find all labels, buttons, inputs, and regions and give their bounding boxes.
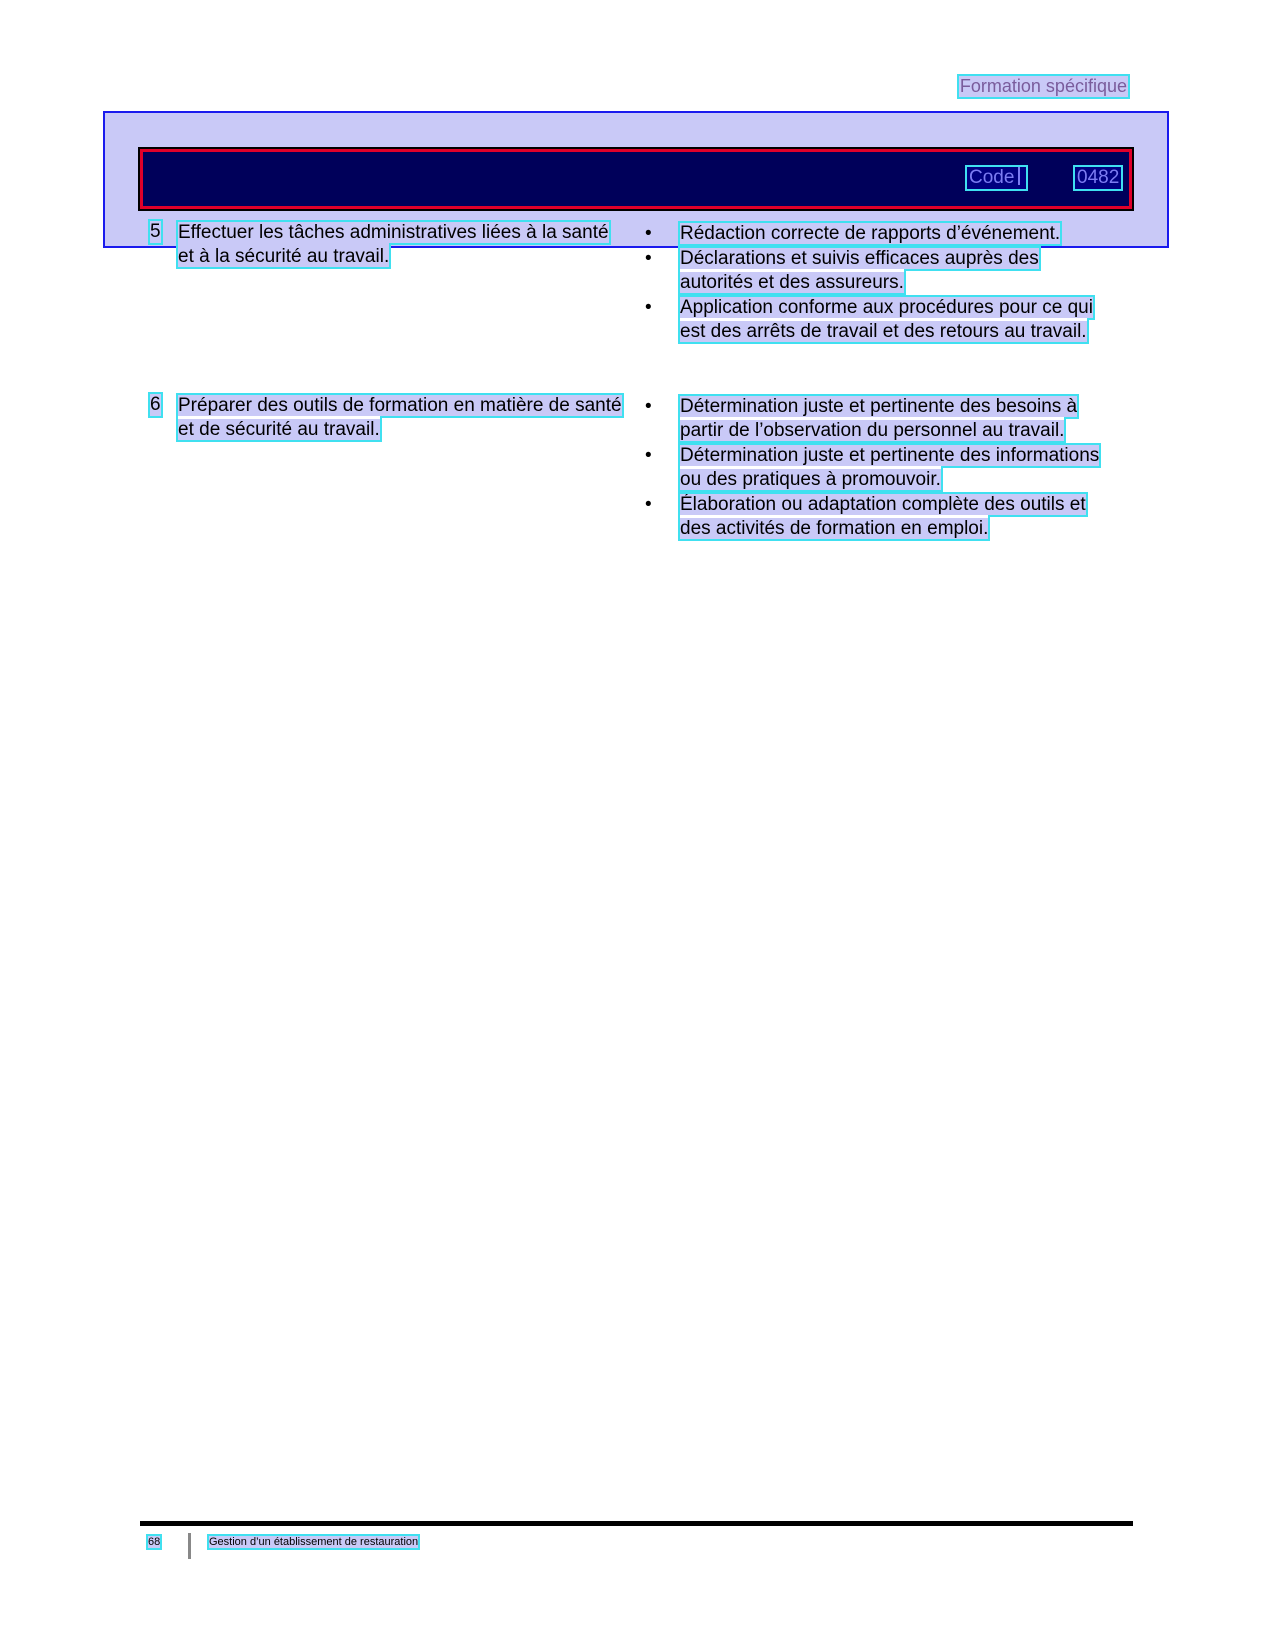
element-statement — [178, 221, 628, 269]
bullet-icon: • — [645, 248, 652, 269]
bullet-icon: • — [645, 297, 652, 318]
element-number: 6 — [150, 394, 161, 415]
element-statement-text: Effectuer les tâches administratives liées à la santé et à la sécurité au travail. — [178, 222, 609, 267]
criterion-text: Rédaction correcte de rapports d’événement. — [680, 223, 1061, 244]
code-value: 0482 — [1077, 167, 1120, 188]
criterion-item — [645, 222, 1115, 246]
criterion-item — [645, 247, 1115, 295]
criterion-text: Application conforme aux procédures pour ce qui est des arrêts de travail et des retours au travail. — [680, 297, 1093, 342]
criterion-item — [645, 493, 1115, 541]
element-number: 5 — [150, 221, 161, 242]
element-statement — [178, 394, 628, 442]
criterion-item — [645, 444, 1115, 492]
code-separator — [1018, 167, 1020, 185]
running-title: Formation spécifique — [959, 76, 1127, 96]
criterion-text: Déclarations et suivis efficaces auprès des autorités et des assureurs. — [680, 248, 1039, 293]
criterion-text: Élaboration ou adaptation complète des outils et des activités de formation en emploi. — [680, 494, 1086, 539]
performance-criteria-list-5 — [645, 222, 1115, 345]
criterion-item — [645, 395, 1115, 443]
element-statement-text: Préparer des outils de formation en matière de santé et de sécurité au travail. — [178, 395, 622, 440]
footer-rule — [140, 1521, 1133, 1526]
bullet-icon: • — [645, 396, 652, 417]
code-label-text: Code — [969, 167, 1015, 188]
footer-separator — [188, 1533, 191, 1559]
performance-criteria-list-6 — [645, 395, 1115, 542]
footer-document-title: Gestion d’un établissement de restauration — [209, 1536, 419, 1548]
code-label — [967, 167, 1026, 189]
bullet-icon: • — [645, 445, 652, 466]
bullet-icon: • — [645, 494, 652, 515]
criterion-text: Détermination juste et pertinente des besoins à partir de l’observation du personnel au travail. — [680, 396, 1078, 441]
page-number: 68 — [148, 1536, 161, 1548]
bullet-icon: • — [645, 223, 652, 244]
criterion-text: Détermination juste et pertinente des informations ou des pratiques à promouvoir. — [680, 445, 1100, 490]
criterion-item — [645, 296, 1115, 344]
